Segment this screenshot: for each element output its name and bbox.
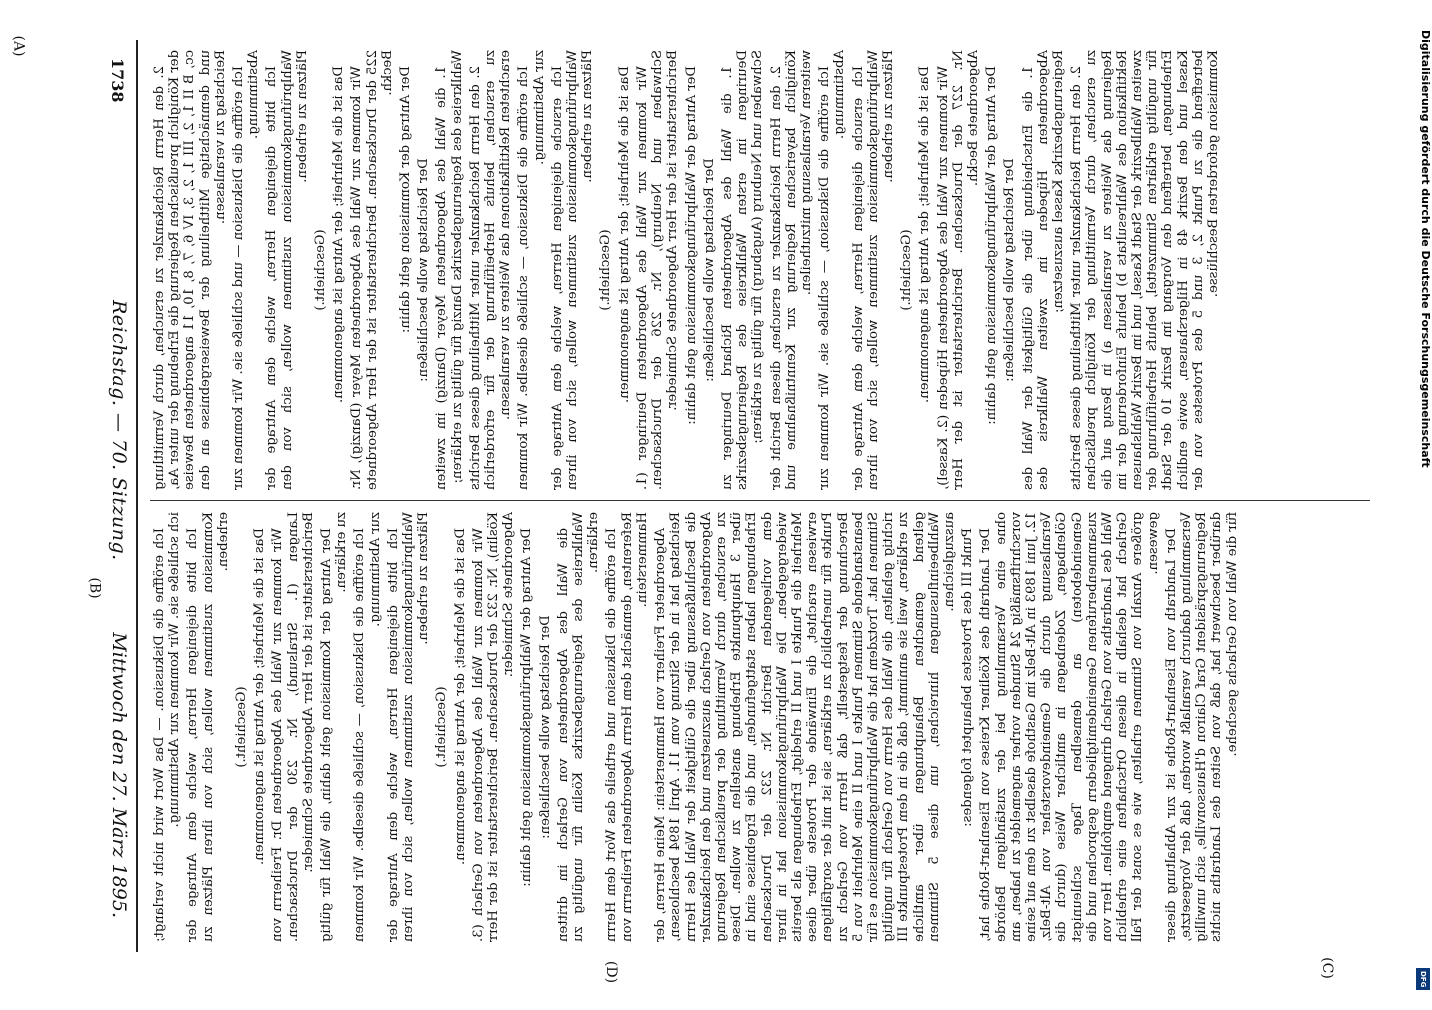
paragraph: (Geschieht.) bbox=[434, 686, 450, 768]
paragraph: Ich ersuche diejenigen Herren, welche dem Antrage der Wahlprüfungskommission zustimmen wollen, sich von ihren Plätzen zu erheben. bbox=[850, 50, 896, 490]
page-number: 1738 bbox=[108, 58, 127, 103]
margin-marker-d: (D) bbox=[603, 960, 620, 984]
paragraph: Der Antrag der Wahlprüfungskommission geht dahin: bbox=[519, 528, 535, 887]
paragraph: Ich bitte diejenigen Herren, welche dem Antrage der Wahlprüfungskommission zustimmen wollen, sich von ihren Plätzen zu erheben. bbox=[385, 512, 432, 942]
session-date: Mittwoch den 27. März 1895. bbox=[108, 632, 130, 918]
paragraph: Wir kommen zur Wahl des Abgeordneten Dr. Freiherrn von Langen (1. Stralsund), Nr. 230 der Drucksachen. Berichterstatter ist der Herr Abgeordnete Schmieder. bbox=[270, 512, 316, 942]
paragraph: Abgeordneter Freiherr von Hammerstein: Meine Herren, der Reichstag hat in der Sitzung vom 11. April 1894 beschlossen, die Beschlußfassung über die Gültigkeit der Wahl des Herrn Abgeordneten von Gerlach auszusetzen und den Reichskanzler zu ersuchen, durch Vermittlung der preußischen Regierung über 3 Hauptpunkte Erhebung anstellen zu wollen. Diese Erhebungen haben stattgefunden, und die Ergebnisse sind in dem vorliegenden Bericht Nr. 232 der Drucksachen wiedergegeben. Die Wahlprüfungskommission hat in ihrer Mehrheit die Punkte I und II erledigt, Erhebungen als bereits erwiesen erachtet, die Einwände der Proteste über diese Punkte für unerheblich zu erklären, sie ist mit der sorgfältigen Berechnung der festgestellt, daß Herrn von Gerlach zu beanstandende Stimmen Punkte I und II eine Mehrheit von 5 Stimmen hat. Trotzdem hat die Wahlprüfungskommission es für richtig gehalten, die Wahl des Herrn von Gerlach für ungültig zu erklären, weil sie annimmt, daß die in dem Protestpunkte III geltend gemachten Behauptungen über amtliche Wahlbeeinflussungen hinreichen, um diese 5 Stimmen auszugleichen. bbox=[653, 512, 957, 942]
paragraph: (Geschieht.) bbox=[234, 686, 250, 768]
paragraph: Der Antrag der Wahlprüfungskommission geht dahin: bbox=[683, 66, 699, 425]
header-rule bbox=[136, 40, 138, 952]
left-text-column bbox=[152, 50, 1302, 490]
paragraph: Wir kommen zur Wahl des Abgeordneten Deuringer (1. Schwaben und Neuburg), Nr. 226 der Drucksachen. Berichterstatter ist der Herr Abgeordnete Schmieder. bbox=[634, 50, 681, 490]
paragraph: Der Landrath des Kösliner Kreises von Eisenhart-Rothe hat, ohne eine Versammlung bei der zuständigen Behörde vorschriftsmäßig 24 Stunden vorher angemeldet zu haben, am 12. Juni 1893 in Alt-Belz im Gasthofe daselbst zu dem auf seine Veranlassung durch die Gemeindevorsteher von Alt-Belz, Gölenbagen, Zodenbagen in amtlicher Weise (durch die Gemeindeboten) an demselben Tage schleunigst zusammenberufenen Gemeindemitgliedern gesprochen und die Wahl des Landraths von Gerlach dringend empfohlen. Herr von Gerlach hat deshalb in diesen Ortschaften eine erheblich größere Anzahl von Stimmen erhalten, wie es sonst der Fall gewesen. bbox=[978, 512, 1161, 942]
paragraph: Der Antrag der Kommission geht dahin: bbox=[398, 66, 414, 333]
paragraph: Das ist die Mehrheit; der Antrag ist angenommen. bbox=[616, 66, 632, 403]
paragraph: Der Antrag der Wahlprüfungskommission geht dahin: bbox=[984, 66, 1000, 425]
paragraph: Der Reichstag wolle beschließen: bbox=[701, 158, 717, 382]
paragraph: Wir kommen zur Wahl des Abgeordneten Meyer (Danzig), Nr. 225 der Drucksachen. Berichterstatter ist der Herr Abgeordnete Beckh. bbox=[349, 50, 395, 490]
paragraph: Ich ersuche diejenigen Herren, welche dem Antrage der Wahlprüfungskommission zustimmen wollen, sich von ihren Plätzen zu erheben. bbox=[549, 50, 596, 490]
paragraph: (Geschieht.) bbox=[899, 229, 915, 311]
paragraph: Das ist die Mehrheit; der Antrag ist angenommen. bbox=[917, 66, 933, 403]
column-separator bbox=[150, 500, 1370, 501]
paragraph: 1. die Wahl des Abgeordneten Richard Deuringer zu Deuringen im ersten Wahlkreise des Regierungsbezirks Schwaben und Neuburg (Augsburg) für gültig zu erklären; bbox=[719, 50, 766, 490]
paragraph: Der Reichstag wolle beschließen: bbox=[416, 158, 432, 382]
paragraph: Ich eröffne die Diskussion, — schließe sie. Wir kommen zur Abstimmung. bbox=[817, 50, 848, 490]
paragraph: Wir kommen zur Wahl des Abgeordneten von Gerlach (3. Köslin), Nr. 232 der Drucksachen. Berichterstatter ist der Herr Abgeordnete Schmieder. bbox=[470, 512, 517, 942]
paragraph: Ich eröffne die Diskussion — und schließe sie. Wir kommen zur Abstimmung. bbox=[231, 50, 262, 490]
paragraph: Das ist die Mehrheit; der Antrag ist angenommen. bbox=[331, 66, 347, 403]
paragraph: Ich eröffne die Diskussion. — Das Wort wird nicht verlangt; ich schließe sie. Wir kommen zur Abstimmung. bbox=[152, 512, 183, 942]
paragraph: 2. den Herrn Reichskanzler zu ersuchen, diesen Bericht der Königlich bayerischen Regierung zur Kenntnißnahme und weiteren Veranlassung mitzutheilen. bbox=[768, 50, 814, 490]
margin-marker-b: (B) bbox=[86, 577, 103, 599]
paragraph: Der Reichstag wolle beschließen: bbox=[1002, 158, 1018, 382]
paragraph: Punkt III des Protestes behauptet folgendes: bbox=[960, 528, 976, 827]
dfg-logo: DFG bbox=[1416, 968, 1430, 990]
paragraph: Ich bitte diejenigen Herren, welche dem Antrage der Wahlprüfungskommission zustimmen wollen, sich von den Plätzen zu erheben. bbox=[264, 50, 310, 490]
paragraph: Ich eröffne die Diskussion, — schließe dieselbe. Wir kommen zur Abstimmung. bbox=[516, 50, 547, 490]
margin-marker-c: (C) bbox=[1318, 957, 1335, 979]
paragraph: Ich eröffne die Diskussion, — schließe dieselbe. Wir kommen zur Abstimmung. bbox=[352, 512, 383, 942]
paragraph: 2. den Herrn Reichskanzler zu ersuchen, durch Vermittlung der Königlich preußischen Regierung die Erhebung der unter Aa, cc, B II 1, 2, III 1, 2, 3, IV 6, 7, 8, 10, 11 angeordneten Beweise und demnächstige Mittheilung der Beweisergebnisse an den Reichstag zu veranlassen. bbox=[152, 50, 228, 490]
paragraph: Ich bitte diejenigen Herren, welche dem Antrage der Kommission zustimmen wollen, sich von ihren Plätzen zu erheben. bbox=[185, 512, 231, 942]
paragraph: (Geschieht.) bbox=[598, 229, 614, 311]
paragraph: 2. den Herrn Reichskanzler unter Mittheilung dieses Berichts zu ersuchen, behufs Herbeiführung der für erforderlich erachteten Rektifikationen das Weitere zu veranlassen. bbox=[467, 50, 514, 490]
paragraph: Das ist die Mehrheit; der Antrag ist angenommen. bbox=[452, 528, 468, 865]
paragraph: Wir kommen zur Wahl des Abgeordneten Hüpeden (2. Kassel), Nr. 227 der Drucksachen. Berichterstatter ist der Herr Abgeordnete Beckh. bbox=[935, 50, 981, 490]
session-title: Reichstag. — 70. Sitzung. bbox=[108, 300, 130, 561]
paragraph: 1. die Entscheidung über die Gültigkeit der Wahl des Abgeordneten Hüpeden im zweiten Wahlkreis des Regierungsbezirks Kassel auszusetzen; bbox=[1020, 50, 1066, 490]
paragraph: 2. den Herrn Reichskanzler unter Mittheilung dieses Berichts zu ersuchen, durch Vermittlung der Königlich preußischen Regierung das Weitere zu veranlassen a) in Bezug auf die Rektifikation des Wahlresultats b) behufs Einforderung der im zweiten Wahlbezirk der Stadt Kassel, und im Bezirk Wahlshausen für ungültig erklärten Stimmzettel, behufs Herbeiführung der Erhebungen, betreffend den Vorgang im Bezirk 10 der Stadt Kassel und den Bezirk 48 in Hilgershausen, sowie endlich betreffend die zu Punkt 2, 3 und 5 des Protestes von der Kommission geforderten Beschlüsse. bbox=[1069, 50, 1221, 490]
paragraph: Der Reichstag wolle beschließen: bbox=[537, 615, 553, 839]
paragraph: (Geschieht.) bbox=[313, 229, 329, 311]
margin-marker-a: (A) bbox=[10, 35, 27, 57]
paragraph: Der Antrag der Kommission geht dahin, die Wahl für gültig zu erklären. bbox=[319, 512, 350, 942]
paragraph: Das ist die Mehrheit; der Antrag ist angenommen. bbox=[252, 528, 268, 865]
paragraph: 1. die Wahl des Abgeordneten Meyer (Danzig) im zweiten Wahlkreise des Regierungsbezirks Danzig für gültig zu erklären; bbox=[434, 50, 465, 490]
paragraph: Der Landrath von Eisenhart-Rothe ist zur Abhaltung dieser Versammlung dadurch veranlaßt worden, daß der Vorgesetzte, Regierungspräsident Graf Clairon d'Haussonville, sich unwillig darüber beschwert hat, daß von Seiten des Landraths nichts für die Wahl von Gerlachs geschehe. bbox=[1163, 512, 1240, 942]
digitization-credit: Digitalisierung gefördert durch die Deutsche Forschungsgemeinschaft bbox=[1419, 30, 1432, 468]
right-text-column bbox=[152, 512, 1302, 942]
paragraph: die Wahl des Abgeordneten von Gerlach im dritten Wahlkreise des Regierungsbezirks Köslin für ungültig zu erklären. bbox=[555, 512, 602, 942]
paragraph: Ich eröffne die Diskussion und ertheile das Wort dem Herrn Referenten, demnächst dem Herrn Abgeordneten Freiherrn von Hammerstein. bbox=[604, 512, 650, 942]
